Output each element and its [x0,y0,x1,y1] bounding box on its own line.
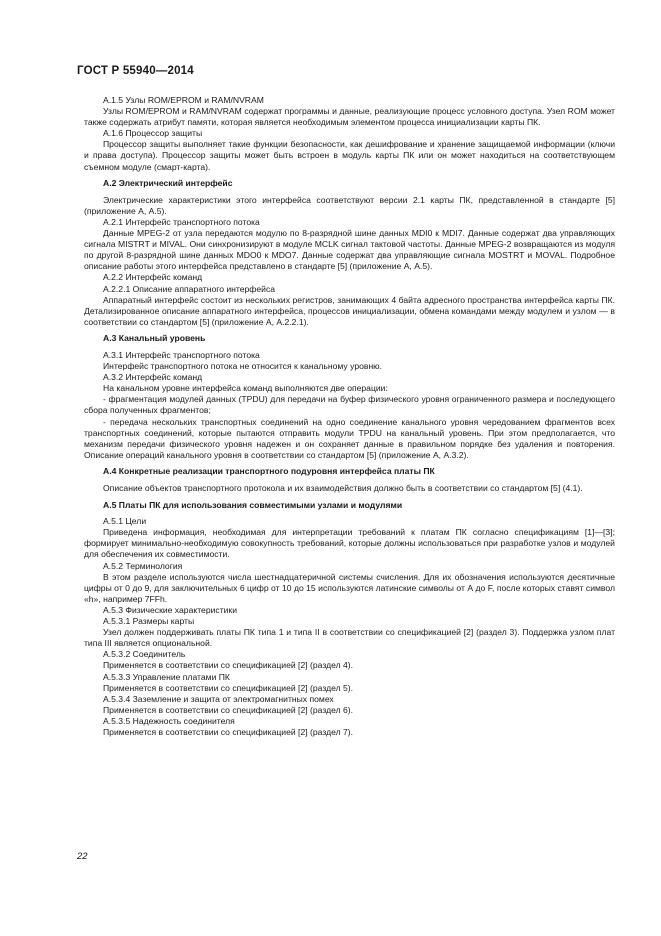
paragraph: Приведена информация, необходимая для интерпретации требований к платам ПК согласно спецификациям [1]—[3]; формирует минимально-необходимую совокупность требований, которые должны использоваться при разработке узлов и модулей для обеспечения их совместимости. [84,527,615,560]
subsection-title: А.1.6 Процессор защиты [103,128,203,139]
subsection-title: А.5.3.5 Надежность соединителя [103,715,235,726]
subsection-title: А.1.5 Узлы ROM/EPROM и RAM/NVRAM [103,95,264,105]
subsection-title: А.5.3.1 Размеры карты [103,616,195,627]
document-body [84,95,615,738]
subsection-title: А.3.2 Интерфейс команд [103,372,203,383]
document-header: ГОСТ Р 55940—2014 [77,65,194,77]
section-heading: А.3 Канальный уровень [103,333,206,344]
list-item: - передача нескольких транспортных соединений на одно соединение канального уровня чередованием фрагментов всех транспортных соединений, которые пытаются отправить модули TPDU на канальный уровень. При этом предполагается, что механизм передачи физического уровня надежен и он сохраняет данные в правильном порядке без удаления и повторения. Описание операций канального уровня в соответствии со стандартом [5] (приложение А, А.3.2). [84,416,615,460]
paragraph: Электрические характеристики этого интерфейса соответствуют версии 2.1 карты ПК, представленной в стандарте [5] (приложение А, А.5). [84,194,615,216]
subsection-title: А.5.3.2 Соединитель [103,649,186,660]
paragraph: На канальном уровне интерфейса команд выполняются две операции: [103,383,388,394]
subsection-title: А.2.2 Интерфейс команд [103,272,203,283]
section-heading: А.2 Электрический интерфейс [103,178,233,189]
paragraph: Описание объектов транспортного протокола и их взаимодействия должно быть в соответствии со стандартом [5] (4.1). [103,483,583,493]
subsection-title: А.5.3.4 Заземление и защита от электромагнитных помех [103,693,334,704]
paragraph: Интерфейс транспортного потока не относится к канальному уровню. [103,361,383,372]
paragraph: В этом разделе используются числа шестнадцатеричной системы счисления. Для их обозначения используются десятичные цифры от 0 до 9, для заключительных 6 цифр от 10 до 15 используются латинские символы от А до F, после которых ставят символ «h», например 7FFh. [84,571,615,604]
page-number: 22 [77,851,88,862]
section-heading: А.5 Платы ПК для использования совместимыми узлами и модулями [103,499,403,510]
subsection-title: А.5.3 Физические характеристики [103,604,237,615]
paragraph: Применяется в соответствии со спецификацией [2] (раздел 4). [103,660,354,671]
subsection-title: А.3.1 Интерфейс транспортного потока [103,349,260,360]
paragraph: Применяется в соответствии со спецификацией [2] (раздел 6). [103,704,354,715]
subsection-title: А.5.1 Цели [103,516,147,527]
section-heading: А.4 Конкретные реализации транспортного подуровня интерфейса платы ПК [103,466,435,477]
paragraph: Применяется в соответствии со спецификацией [2] (раздел 7). [103,726,354,737]
paragraph: Данные MPEG-2 от узла передаются модулю по 8-разрядной шине данных MDI0 к MDI7. Данные содержат два управляющих сигнала MISTRT и MIVAL. Они синхронизируют в модуле MCLK сигнал тактовой частоты. Данные MPEG-2 возвращаются из модуля по другой 8-разрядной шине данных MDO0 к MDO7. Данные содержат два управляющие сигнала MOSTRT и MOVAL. Подробное описание работы этого интерфейса представлено в стандарте [5] (приложение А, А.5). [84,228,615,272]
paragraph: Аппаратный интерфейс состоит из нескольких регистров, занимающих 4 байта адресного пространства интерфейса карты ПК. Детализированное описание аппаратного интерфейса, процессов инициализации, обмена командами между модулем и узлом — в соответствии со стандартом [5] (приложение А, А.2.2.1). [84,294,615,327]
paragraph: Процессор защиты выполняет такие функции безопасности, как дешифрование и хранение защищаемой информации (ключи и права доступа). Процессор защиты может быть встроен в модуль карты ПК или он может находиться на соответствующем съемном модуле (смарт-карта). [84,139,615,172]
subsection-title: А.5.2 Терминология [103,560,183,571]
subsection-title: А.2.2.1 Описание аппаратного интерфейса [103,283,276,294]
subsection-title: А.2.1 Интерфейс транспортного потока [103,216,260,227]
paragraph: Узлы ROM/EPROM и RAM/NVRAM содержат программы и данные, реализующие процесс условного доступа. Узел ROM может также содержать атрибут памяти, которая является необходимым элементом процесса инициализации карты ПК. [84,106,615,128]
paragraph: Узел должен поддерживать платы ПК типа 1 и типа II в соответствии со спецификацией [2] (раздел 3). Поддержка узлом плат типа III является опциональной. [84,627,615,649]
paragraph: Применяется в соответствии со спецификацией [2] (раздел 5). [103,682,354,693]
subsection-title: А.5.3.3 Управление платами ПК [103,671,230,682]
list-item: - фрагментация модулей данных (TPDU) для передачи на буфер физического уровня ограниченного размера и последующего сбора полученных фрагментов; [84,394,615,416]
